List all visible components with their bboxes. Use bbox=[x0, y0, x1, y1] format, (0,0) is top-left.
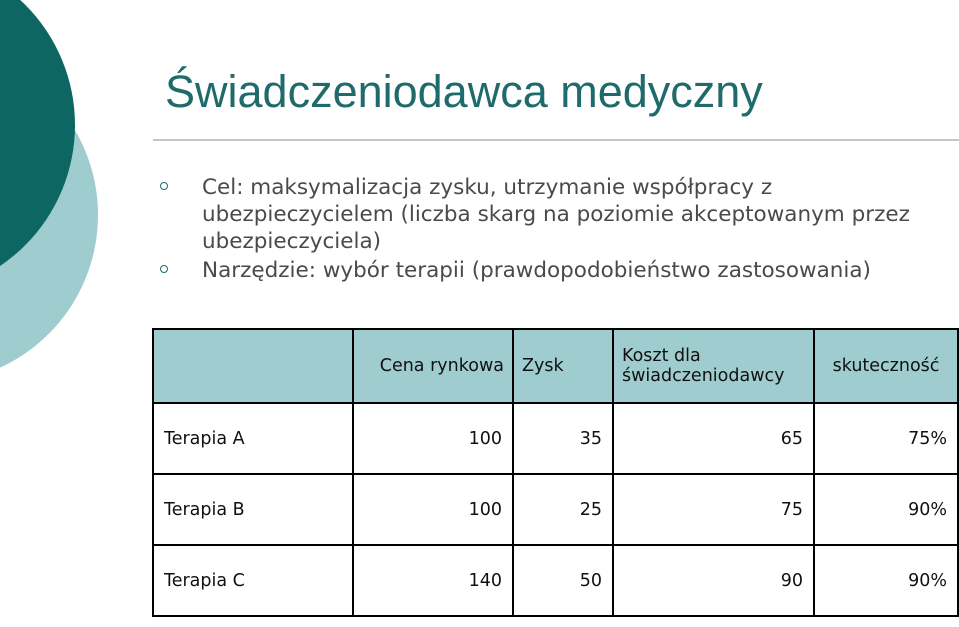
title-divider bbox=[153, 139, 959, 141]
header-cell-empty bbox=[153, 329, 353, 403]
provider-cost-cell: 90 bbox=[613, 545, 814, 616]
effectiveness-cell: 90% bbox=[814, 474, 958, 545]
therapy-table bbox=[152, 328, 959, 617]
header-cell-market-price: Cena rynkowa bbox=[353, 329, 513, 403]
profit-cell: 50 bbox=[513, 545, 613, 616]
effectiveness-cell: 90% bbox=[814, 545, 958, 616]
market-price-cell: 100 bbox=[353, 403, 513, 474]
provider-cost-cell: 65 bbox=[613, 403, 814, 474]
therapy-name-cell: Terapia B bbox=[153, 474, 353, 545]
bullet-text: Cel: maksymalizacja zysku, utrzymanie współpracy z ubezpieczycielem (liczba skarg na poziomie akceptowanym przez ubezpieczyciela) bbox=[202, 175, 910, 254]
decorative-circles bbox=[0, 0, 130, 380]
bullet-item bbox=[160, 257, 950, 284]
table-header-row bbox=[153, 329, 958, 403]
profit-cell: 35 bbox=[513, 403, 613, 474]
table-row bbox=[153, 403, 958, 474]
table-row bbox=[153, 545, 958, 616]
profit-cell: 25 bbox=[513, 474, 613, 545]
bullet-text: Narzędzie: wybór terapii (prawdopodobieństwo zastosowania) bbox=[202, 258, 871, 283]
table-row bbox=[153, 474, 958, 545]
page-title: Świadczeniodawca medyczny bbox=[165, 66, 763, 117]
header-cell-effectiveness: skuteczność bbox=[814, 329, 958, 403]
header-cell-provider-cost: Koszt dla świadczeniodawcy bbox=[613, 329, 814, 403]
market-price-cell: 100 bbox=[353, 474, 513, 545]
header-cell-profit: Zysk bbox=[513, 329, 613, 403]
bullet-item bbox=[160, 174, 950, 255]
bullet-list bbox=[160, 174, 950, 284]
therapy-name-cell: Terapia A bbox=[153, 403, 353, 474]
circle-bullet-icon bbox=[160, 265, 168, 273]
circle-bullet-icon bbox=[160, 182, 168, 190]
effectiveness-cell: 75% bbox=[814, 403, 958, 474]
therapy-name-cell: Terapia C bbox=[153, 545, 353, 616]
market-price-cell: 140 bbox=[353, 545, 513, 616]
provider-cost-cell: 75 bbox=[613, 474, 814, 545]
